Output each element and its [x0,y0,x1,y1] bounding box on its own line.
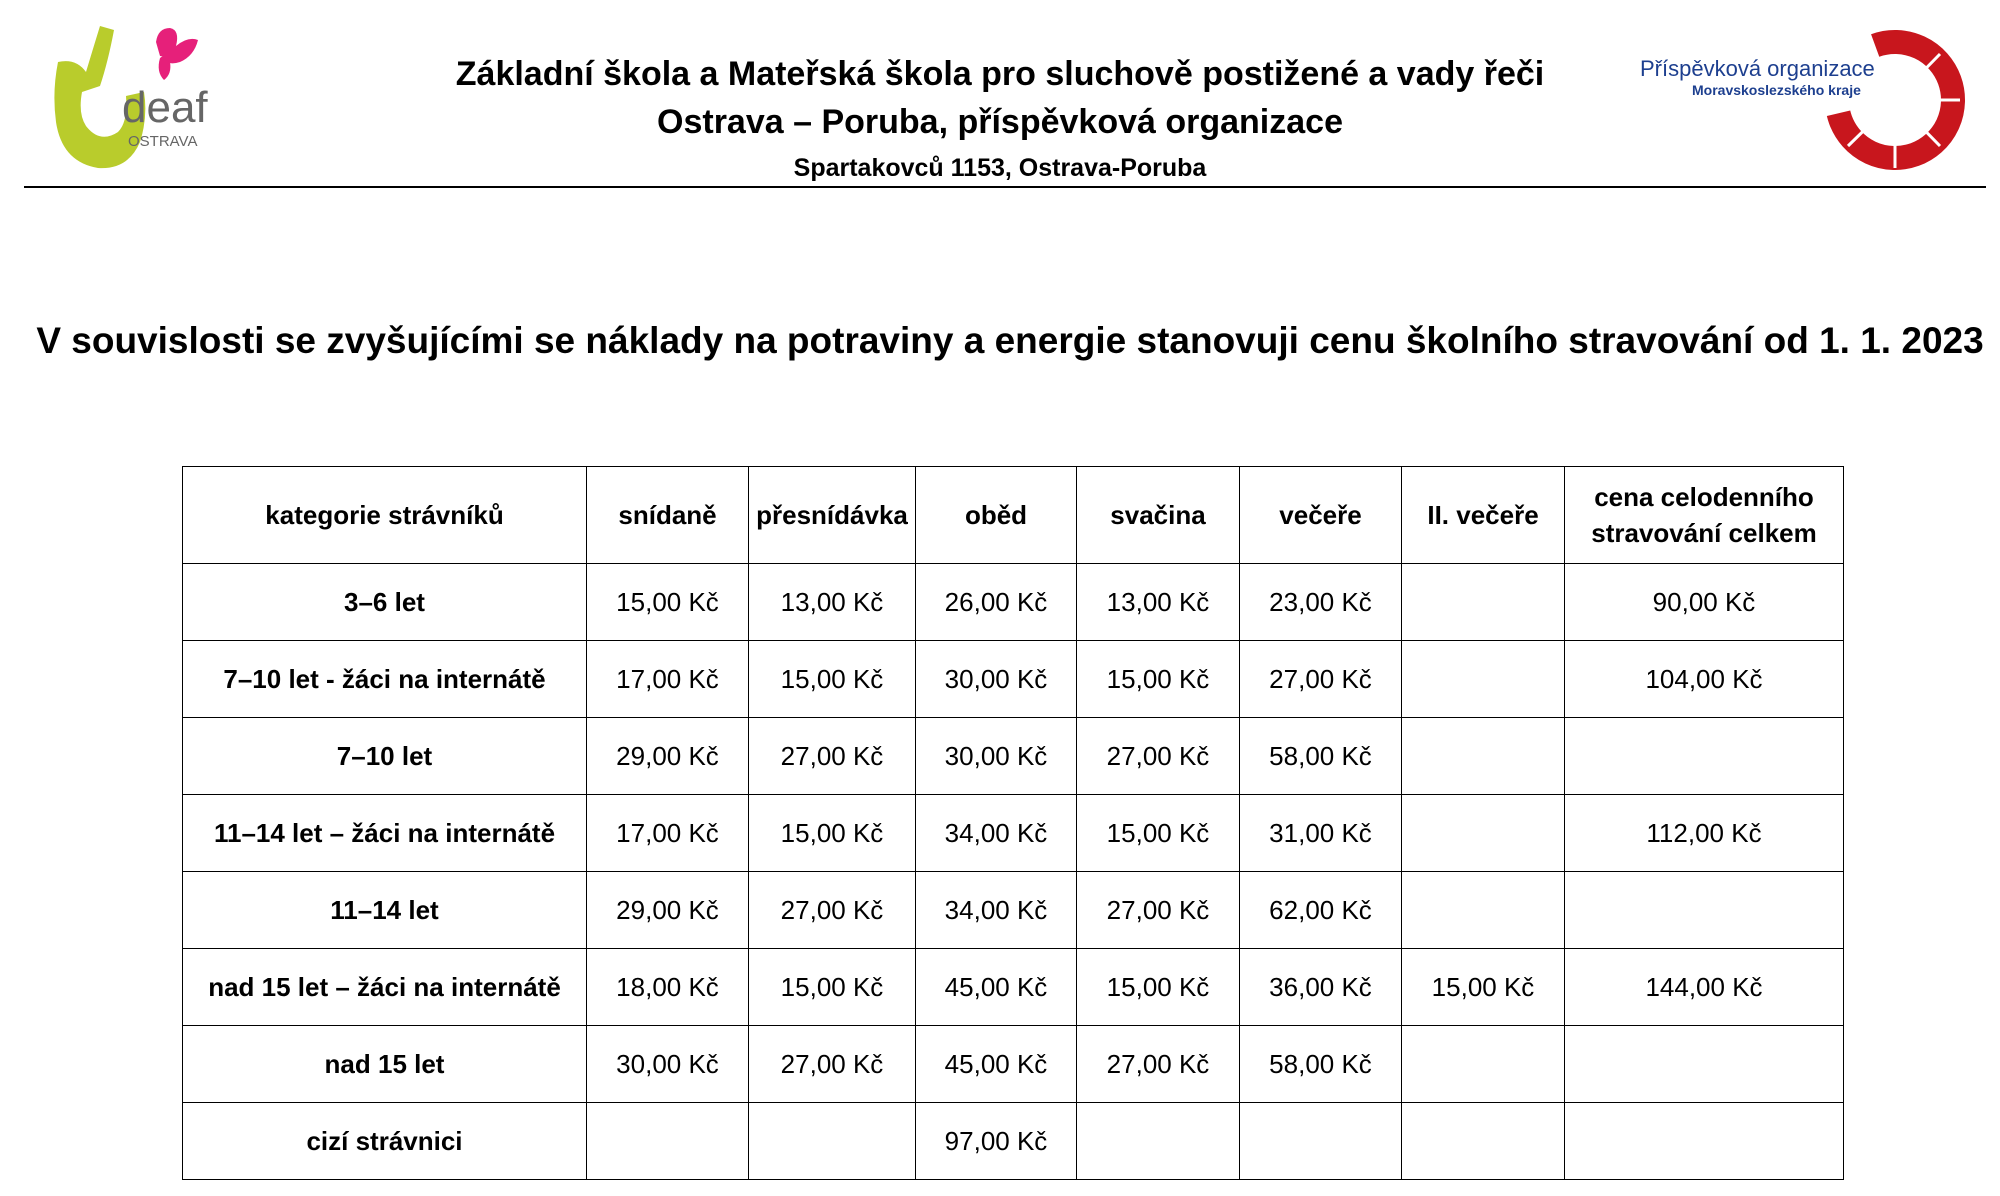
table-cell [1402,872,1565,949]
svg-text:deaf: deaf [122,83,208,132]
table-cell: 26,00 Kč [916,564,1077,641]
table-cell: 15,00 Kč [749,949,916,1026]
table-cell [1402,1103,1565,1180]
table-cell: 36,00 Kč [1240,949,1402,1026]
table-cell: 30,00 Kč [916,718,1077,795]
header-lunch: oběd [916,467,1077,564]
table-cell: 23,00 Kč [1240,564,1402,641]
table-cell: 30,00 Kč [587,1026,749,1103]
table-cell [1402,641,1565,718]
table-cell [1565,872,1844,949]
table-header-row [183,467,1844,564]
school-info [420,50,1580,188]
table-row [183,564,1844,641]
table-cell: 58,00 Kč [1240,1026,1402,1103]
table-cell [1402,795,1565,872]
table-cell: 62,00 Kč [1240,872,1402,949]
table-row [183,718,1844,795]
school-name: Základní škola a Mateřská škola pro sluchově postižené a vady řeči [455,55,1545,93]
table-cell: 18,00 Kč [587,949,749,1026]
table-cell: 27,00 Kč [749,1026,916,1103]
meal-price-table [182,466,1844,1180]
table-cell: 7–10 let - žáci na internátě [183,641,587,718]
table-cell: 15,00 Kč [749,641,916,718]
school-address: Spartakovců 1153, Ostrava-Poruba [793,154,1207,182]
table-cell: 27,00 Kč [1077,872,1240,949]
table-cell: 27,00 Kč [749,872,916,949]
table-cell: 34,00 Kč [916,795,1077,872]
header-afternoon-snack: svačina [1077,467,1240,564]
header-category: kategorie strávníků [183,467,587,564]
price-notice: V souvislosti se zvyšujícími se náklady na potraviny a energie stanovuji cenu školního stravování od 1. 1. 2023 [36,320,1984,361]
document-header [0,0,2000,190]
table-cell [1402,1026,1565,1103]
table-cell: 15,00 Kč [1077,641,1240,718]
deaf-ostrava-logo [48,22,218,172]
table-row [183,1103,1844,1180]
table-cell: 29,00 Kč [587,872,749,949]
header-morning-snack: přesnídávka [749,467,916,564]
table-cell: 15,00 Kč [749,795,916,872]
header-breakfast: snídaně [587,467,749,564]
table-cell: 27,00 Kč [1077,1026,1240,1103]
table-cell: 58,00 Kč [1240,718,1402,795]
table-cell [1565,1103,1844,1180]
table-cell: 31,00 Kč [1240,795,1402,872]
svg-text:OSTRAVA: OSTRAVA [128,133,198,150]
table-cell: 11–14 let – žáci na internátě [183,795,587,872]
table-cell [1402,718,1565,795]
table-cell: 15,00 Kč [1402,949,1565,1026]
table-cell: 17,00 Kč [587,641,749,718]
table-row [183,949,1844,1026]
header-second-dinner: II. večeře [1402,467,1565,564]
table-cell: 144,00 Kč [1565,949,1844,1026]
table-cell: 27,00 Kč [749,718,916,795]
table-cell: 45,00 Kč [916,1026,1077,1103]
svg-text:Moravskoslezského kraje: Moravskoslezského kraje [1692,82,1861,98]
table-cell: 15,00 Kč [1077,795,1240,872]
table-cell: 13,00 Kč [1077,564,1240,641]
msk-region-logo [1640,28,1970,173]
table-cell: 34,00 Kč [916,872,1077,949]
table-cell: 104,00 Kč [1565,641,1844,718]
table-row [183,1026,1844,1103]
table-cell [1402,564,1565,641]
table-cell: nad 15 let [183,1026,587,1103]
table-cell: 97,00 Kč [916,1103,1077,1180]
table-row [183,872,1844,949]
header-dinner: večeře [1240,467,1402,564]
svg-text:Příspěvková organizace: Příspěvková organizace [1640,56,1875,81]
table-cell [1565,1026,1844,1103]
table-cell: cizí strávnici [183,1103,587,1180]
table-cell [1240,1103,1402,1180]
table-cell [749,1103,916,1180]
table-cell: 15,00 Kč [1077,949,1240,1026]
table-cell: nad 15 let – žáci na internátě [183,949,587,1026]
table-cell [1077,1103,1240,1180]
table-cell: 45,00 Kč [916,949,1077,1026]
header-daily-total: cena celodenního stravování celkem [1565,467,1844,564]
table-cell: 17,00 Kč [587,795,749,872]
table-row [183,641,1844,718]
table-cell: 3–6 let [183,564,587,641]
table-cell [587,1103,749,1180]
table-cell: 27,00 Kč [1240,641,1402,718]
school-city: Ostrava – Poruba, příspěvková organizace [657,103,1343,141]
header-divider [24,186,1986,188]
table-cell: 13,00 Kč [749,564,916,641]
table-cell: 90,00 Kč [1565,564,1844,641]
table-cell: 15,00 Kč [587,564,749,641]
table-cell [1565,718,1844,795]
table-cell: 11–14 let [183,872,587,949]
table-cell: 112,00 Kč [1565,795,1844,872]
table-cell: 7–10 let [183,718,587,795]
table-cell: 30,00 Kč [916,641,1077,718]
table-cell: 27,00 Kč [1077,718,1240,795]
table-row [183,795,1844,872]
table-cell: 29,00 Kč [587,718,749,795]
